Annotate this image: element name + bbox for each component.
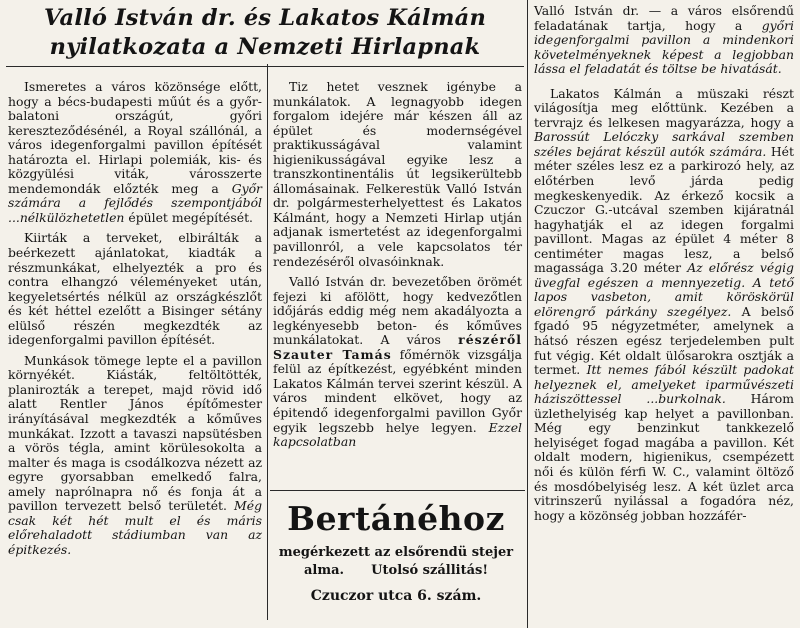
- col2-paragraph-1: Tiz hetet vesznek igénybe a munkálatok. A legnagyobb idegen forgalom idejére már készen áll az épület és modernségével praktikusságával valamint higienikusságával egyike lesz a transzkontinentális út legsikerültebb állomásainak. Felkerestük Valló István dr. polgármesterhelyettest és Lakatos Kálmánt, hogy a Nemzeti Hirlap utján adjanak ismertetést az idegenforgalmi pavillonról, a vele kapcsolatos tér rendezéséről olvasóinknak.: [273, 79, 522, 269]
- article-headline: [6, 4, 524, 62]
- col1-p1-text: Ismeretes a város közönsége előtt, hogy a bécs-budapesti műút és a győr-balatoni országút, győri kereszteződésénél, a Royal szállónál, a város idegenforgalmi pavillon építését határozta el. Hirlapi polemiák, kis- és közgyülési viták, városszerte mendemondák előzték meg a: [8, 79, 262, 196]
- col3-p1-italic: győri idegenforgalmi pavillon a mindenkori követelményeknek képest a legjobban lássa el feladatát és töltse be hivatását.: [534, 17, 794, 77]
- col1-paragraph-2: Kiirták a terveket, elbirálták a beérkezett ajánlatokat, kiadták a részmunkákat, elhelyezték a pro és contra elhangzó véleményeket után, kegyeletsértés nélkül az országkészlőt és két héttel ezelőtt a Bisinger sétány elülső részén megkezdték az idegenforgalmi pavillon építését.: [8, 230, 262, 348]
- ad-rule-top: [270, 490, 525, 491]
- column-rule-left: [267, 64, 268, 620]
- column-1: [8, 80, 262, 564]
- column-rule-right: [527, 0, 528, 628]
- col2-p2-text-a: Valló István dr. bevezetőben örömét fejezi ki afölött, hogy kedvezőtlen időjárás eddig még nem akadályozta a legkényesebb beton- és kőműves munkálatokat. A város: [273, 274, 522, 348]
- col3-p1-text: Valló István dr. — a város elsőrendű feladatának tartja, hogy a: [534, 3, 794, 33]
- advertisement-bertanehoz: [272, 492, 520, 620]
- col3-p2-text-b: Hét méter széles lesz ez a parkirozó hely, az előtérben levő járda pedig megkeskenyedik. Az érkező kocsik a Czuczor G.-utcával szemben kijáratnál hagyhatják el az idegen forgalmi pavillont. Magas az épület 4 méter 8 centiméter magas lesz, a belső magassága 3.20 méter: [534, 143, 794, 276]
- col1-paragraph-3: [8, 354, 262, 558]
- col3-p2-text-a: Lakatos Kálmán a müszaki részt világosítja meg előttünk. Kezében a tervrajz és lelkesen magyarázza, hogy a: [534, 85, 794, 130]
- col3-p2-text-c: A belső fgadó 95 négyzetméter, amelynek a hátsó részen egész terjedelemben pult fut végig. Két oldalt ülősarokra osztják a termet.: [534, 303, 794, 378]
- col1-p1-end: épület megépítését.: [128, 209, 253, 225]
- col1-p1-italic: Győr számára a fejlődés szempontjából ...nélkülözhetetlen: [8, 180, 262, 225]
- ad-line-3: Czuczor utca 6. szám.: [310, 588, 482, 604]
- column-3: [534, 4, 794, 529]
- col1-paragraph-1: [8, 80, 262, 225]
- col1-p3-italic: Még csak két hét mult el és máris előrehaladott stádiumban van az épitkezés.: [8, 498, 262, 557]
- col2-p2-text-b: főmérnök vizsgálja felül az építkezést, egyébként minden Lakatos Kálmán tervei szerint készül. A város mindent elkövet, hogy az épitendő idegenforgalmi pavillon Győr egyik legszebb helye legyen.: [273, 346, 522, 435]
- col2-p2-italic: Ezzel kapcsolatban: [273, 419, 522, 450]
- ad-line-2: alma. Utolsó szállitás!: [303, 563, 489, 578]
- col3-p2-text-d: Három üzlethelyiség kap helyet a pavillonban. Még egy benzinkut tankkezelő helyiséget fogad magába a pavillon. Két oldalt modern, higienikus, csempézett női és külön férfi W. C., valamint öltöző és mosdóbelyiség lesz. A két üzlet arca vitrinszerű nyilással a fogadóra néz, hogy a közönség jobban hozzáfér-: [534, 391, 794, 523]
- headline-line-2: nyilatkozata a Nemzeti Hirlapnak: [49, 34, 481, 60]
- column-2: [273, 80, 522, 456]
- col3-paragraph-2: [534, 87, 794, 523]
- ad-line-1: megérkezett az elsőrendü stejer: [278, 545, 514, 560]
- col3-p2-italic-3: Itt nemes fából készült padokat helyeznek el, amelyeket iparművészeti háziszöttessel ...burkolnak.: [534, 362, 794, 407]
- col1-p3-text: Munkások tömege lepte el a pavillon környékét. Kiásták, feltöltötték, planirozták a terepet, majd rövid idő alatt Rentler János építőmester irányításával megkezdték a kőműves munkákat. Izzott a tavaszi napsütésben a vörös tégla, amint körülesokolta a malter és maga is csodálkozva nézett az egyre gyorsabban emelkedő falra, amely naprólnapra nő és fonja át a pavillon tervezett belső területét.: [8, 352, 262, 514]
- col3-paragraph-1: [534, 4, 794, 77]
- headline-line-1: Valló István dr. és Lakatos Kálmán: [43, 5, 487, 31]
- headline-rule: [6, 66, 524, 67]
- ad-title: Bertánéhoz: [287, 499, 505, 538]
- col2-p2-spaced: részéről Szauter Tamás: [273, 332, 522, 362]
- col3-p2-italic-2: Az előrész végig üvegfal egészen a mennyezetig. A tető lapos vasbeton, amit köröskörül elörengrő párkány szegélyez.: [534, 260, 794, 319]
- col2-paragraph-2: [273, 275, 522, 450]
- col3-p2-italic-1: Barossút Lelóczky sarkával szemben széles bejárat készül autók számára.: [534, 129, 794, 159]
